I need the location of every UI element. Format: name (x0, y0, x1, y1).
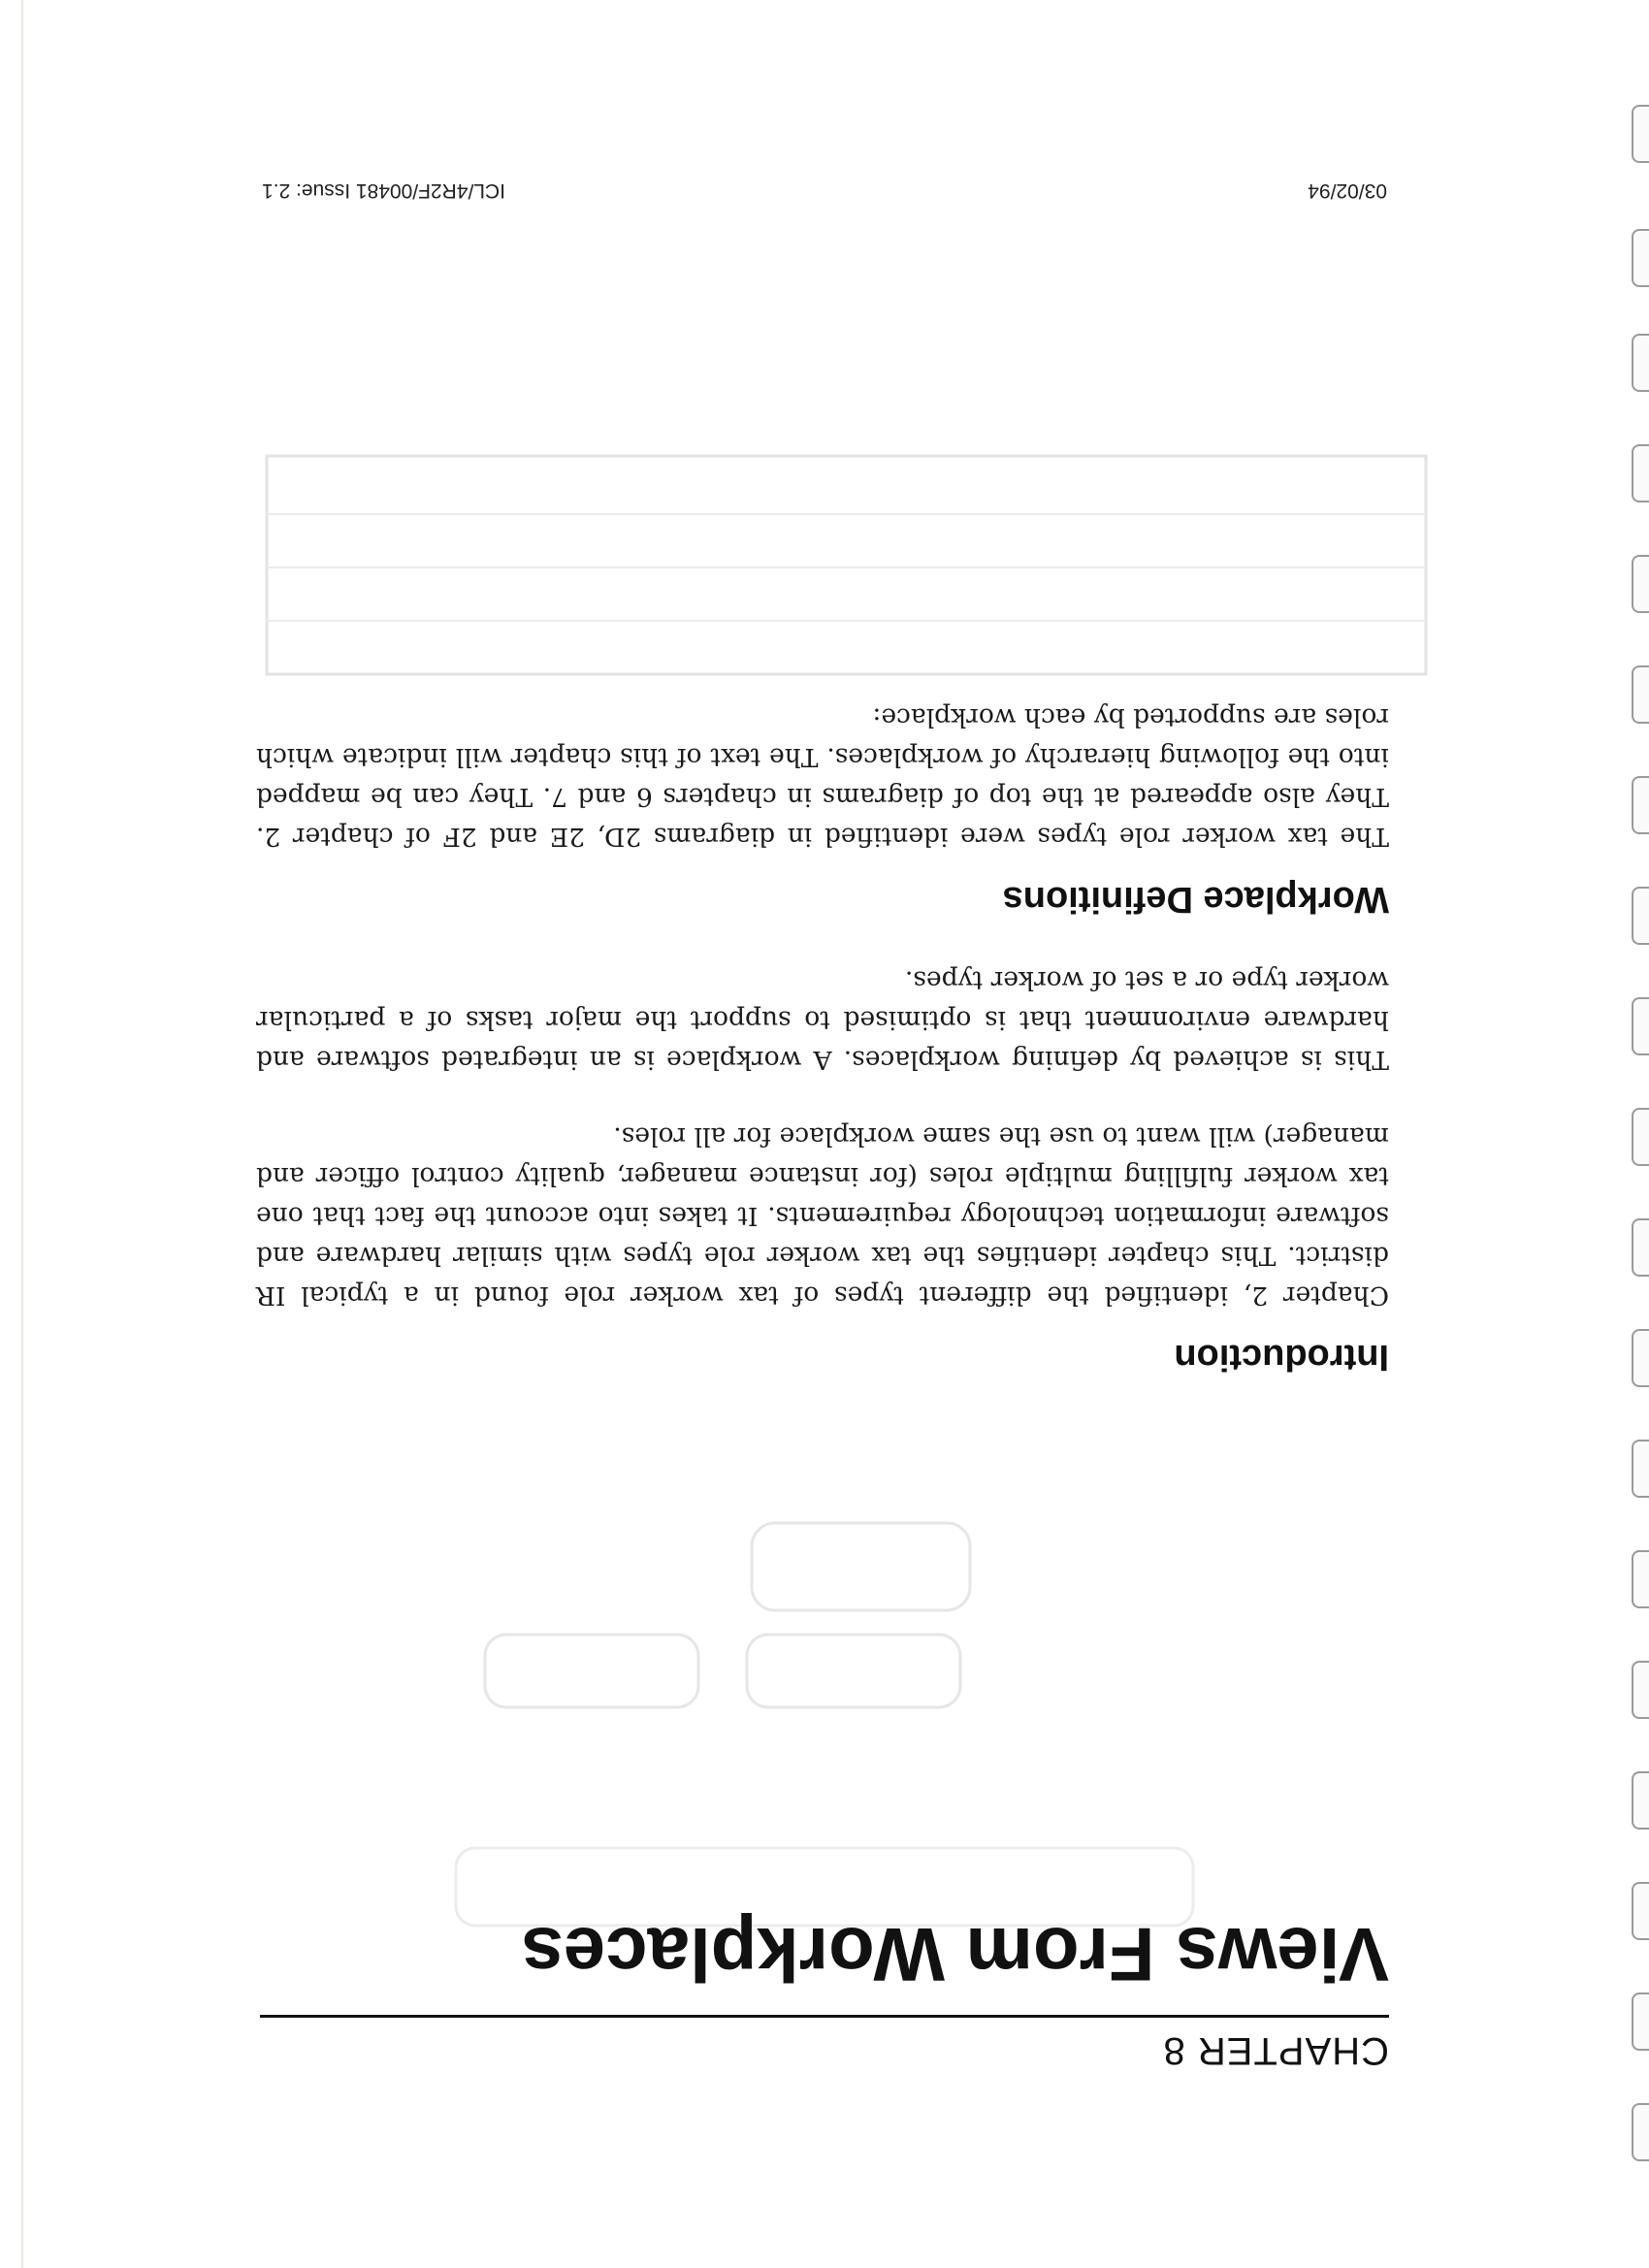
chapter-title: Views From Workplaces (521, 1912, 1389, 1997)
paragraph: Chapter 2, identified the different types of tax worker role found in a typical IR district. This chapter identifies the tax worker role types with similar hardware and software information technology requirements. It takes into account the fact that one tax worker fulfilling multiple roles (for instance manager, quality control officer and manager) will want to use the same workplace for all roles. (256, 1121, 1389, 1311)
footer-document-reference: ICL/4R2F/00481 Issue: 2.1 (262, 179, 505, 202)
footer-date: 03/02/94 (1308, 179, 1387, 202)
paragraph: The tax worker role types were identified in diagrams 2D, 2E and 2F of chapter 2. They also appeared at the top of diagrams in chapters 6 and 7. They can be mapped into the following hierarchy of workplaces. The text of this chapter will indicate which roles are supported by each workplace: (256, 702, 1389, 852)
paragraph: This is achieved by defining workplaces. A workplace is an integrated software and hardware environment that is optimised to support the major tasks of a particular worker type or a set of worker types. (256, 965, 1389, 1075)
chapter-divider (260, 2015, 1389, 2018)
chapter-label: CHAPTER 8 (1162, 2029, 1389, 2072)
section-heading-introduction: Introduction (1174, 1337, 1389, 1377)
section-heading-workplace-definitions: Workplace Definitions (1002, 879, 1389, 920)
